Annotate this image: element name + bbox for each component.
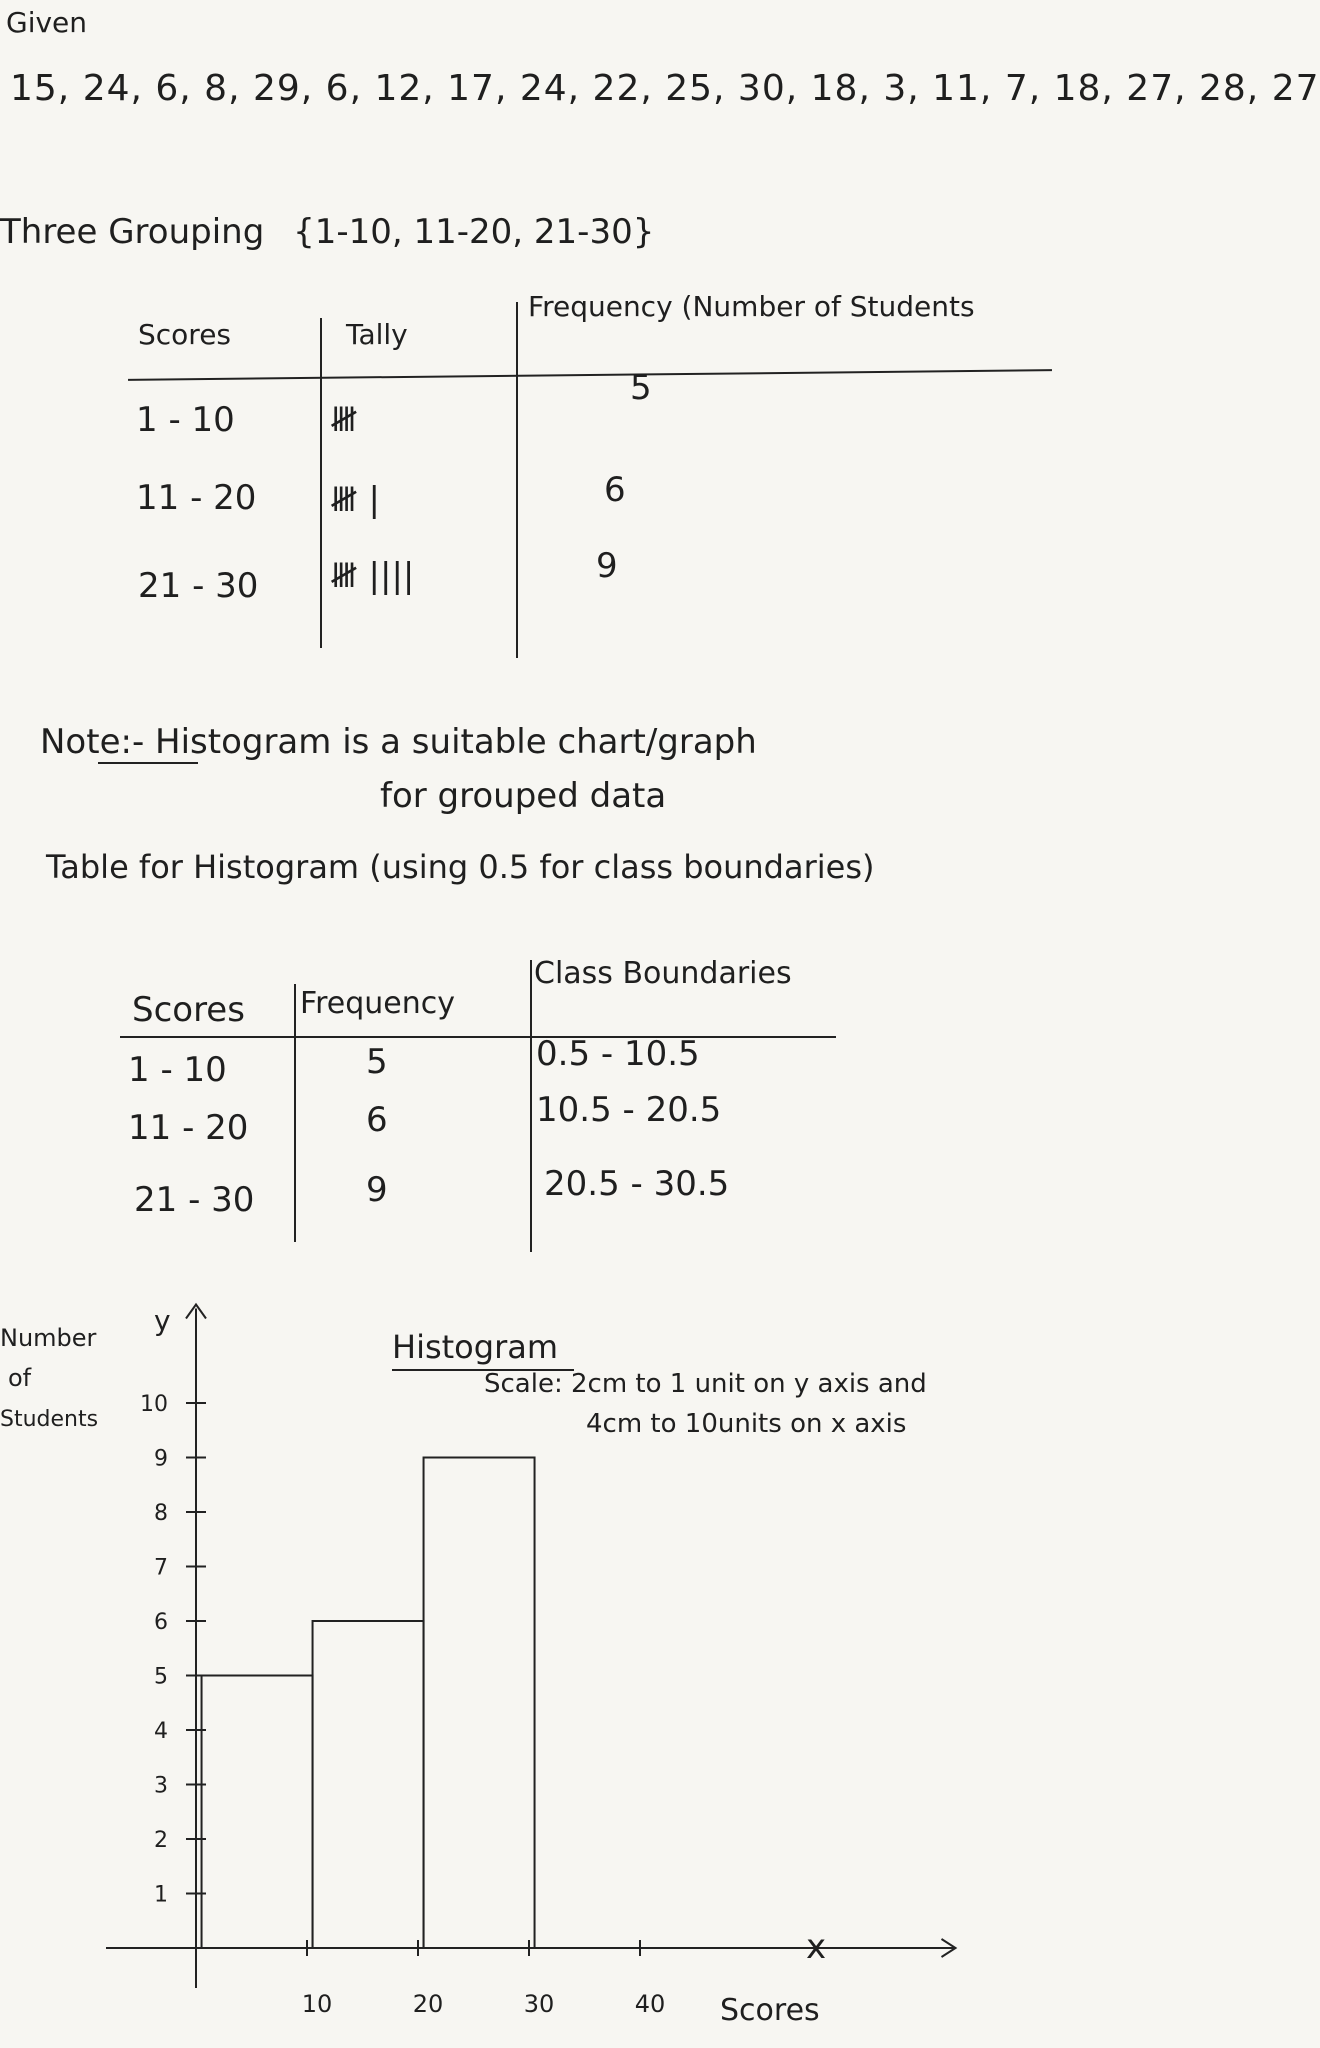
boundary-row-2-boundary: 10.5 - 20.5 xyxy=(536,1090,722,1130)
tally-row-3-score: 21 - 30 xyxy=(138,566,259,606)
grouping-label: Three Grouping xyxy=(0,212,265,252)
tally-row-1-freq: 5 xyxy=(630,368,652,408)
y-tick-label-2: 2 xyxy=(154,1828,168,1853)
given-label: Given xyxy=(6,6,88,39)
y-axis-letter: y xyxy=(154,1304,171,1337)
boundary-header-boundaries: Class Boundaries xyxy=(534,956,792,991)
histogram-title: Histogram xyxy=(392,1328,558,1366)
x-tick-label-20: 20 xyxy=(412,1990,444,2018)
boundary-row-3-freq: 9 xyxy=(366,1170,388,1210)
y-tick-label-4: 4 xyxy=(154,1719,168,1744)
x-axis-title: Scores xyxy=(720,1993,820,2028)
histogram-bar-2 xyxy=(313,1621,424,1948)
tally-row-1-score: 1 - 10 xyxy=(136,400,235,440)
tally-row-2-score: 11 - 20 xyxy=(136,478,257,518)
boundary-row-1-score: 1 - 10 xyxy=(128,1050,227,1090)
boundary-row-3-score: 21 - 30 xyxy=(134,1180,255,1220)
y-tick-label-5: 5 xyxy=(154,1664,168,1690)
boundary-row-2-freq: 6 xyxy=(366,1100,388,1140)
y-tick-label-8: 8 xyxy=(154,1501,168,1526)
boundary-row-3-boundary: 20.5 - 30.5 xyxy=(544,1164,730,1204)
histogram-ticks xyxy=(140,1392,665,2018)
tally-row-2-tally: 𝍸 | xyxy=(330,480,381,520)
y-tick-label-7: 7 xyxy=(154,1555,168,1581)
x-tick-label-40: 40 xyxy=(634,1990,666,2018)
histogram-bar-3 xyxy=(424,1458,535,1949)
y-tick-label-6: 6 xyxy=(154,1610,168,1635)
grouping-groups: {1-10, 11-20, 21-30} xyxy=(293,212,655,252)
tally-row-3-freq: 9 xyxy=(596,546,618,586)
y-tick-label-10: 10 xyxy=(140,1392,168,1417)
boundary-header-frequency: Frequency xyxy=(300,986,455,1021)
boundary-header-scores: Scores xyxy=(132,990,245,1030)
tally-header-tally: Tally xyxy=(346,318,408,351)
y-tick-label-9: 9 xyxy=(154,1446,168,1472)
tally-header-frequency: Frequency (Number of Students xyxy=(528,290,975,323)
histogram-axes xyxy=(106,1305,956,1989)
note-line-1: Note:- Histogram is a suitable chart/graph xyxy=(40,722,757,762)
note-line-2: for grouped data xyxy=(380,776,667,816)
y-tick-label-1: 1 xyxy=(154,1882,168,1908)
y-axis-title-line-1: Number xyxy=(0,1324,97,1352)
tally-header-scores: Scores xyxy=(138,318,232,351)
y-axis-title-line-2: of xyxy=(8,1364,32,1392)
histogram-bar-1 xyxy=(202,1676,313,1949)
tally-row-1-tally: 𝍸 xyxy=(330,400,358,440)
data-list: 15, 24, 6, 8, 29, 6, 12, 17, 24, 22, 25, 30, 18, 3, 11, 7, 18, 27, 28, 27 xyxy=(10,68,1320,109)
y-axis-title-line-3: Students xyxy=(0,1407,99,1432)
histogram-scale-line-1: Scale: 2cm to 1 unit on y axis and xyxy=(484,1369,927,1399)
boundary-row-1-freq: 5 xyxy=(366,1042,388,1082)
histogram-bars xyxy=(202,1458,535,1949)
x-tick-label-30: 30 xyxy=(523,1990,555,2018)
boundary-row-2-score: 11 - 20 xyxy=(128,1108,249,1148)
y-tick-label-3: 3 xyxy=(154,1773,168,1799)
tally-row-2-freq: 6 xyxy=(604,470,626,510)
x-axis-letter: x xyxy=(806,1927,827,1967)
tally-row-3-tally: 𝍸 |||| xyxy=(330,556,415,596)
table2-title: Table for Histogram (using 0.5 for class boundaries) xyxy=(46,848,875,886)
boundary-row-1-boundary: 0.5 - 10.5 xyxy=(536,1034,700,1074)
x-tick-label-10: 10 xyxy=(301,1990,333,2018)
histogram-scale-line-2: 4cm to 10units on x axis xyxy=(586,1409,907,1439)
